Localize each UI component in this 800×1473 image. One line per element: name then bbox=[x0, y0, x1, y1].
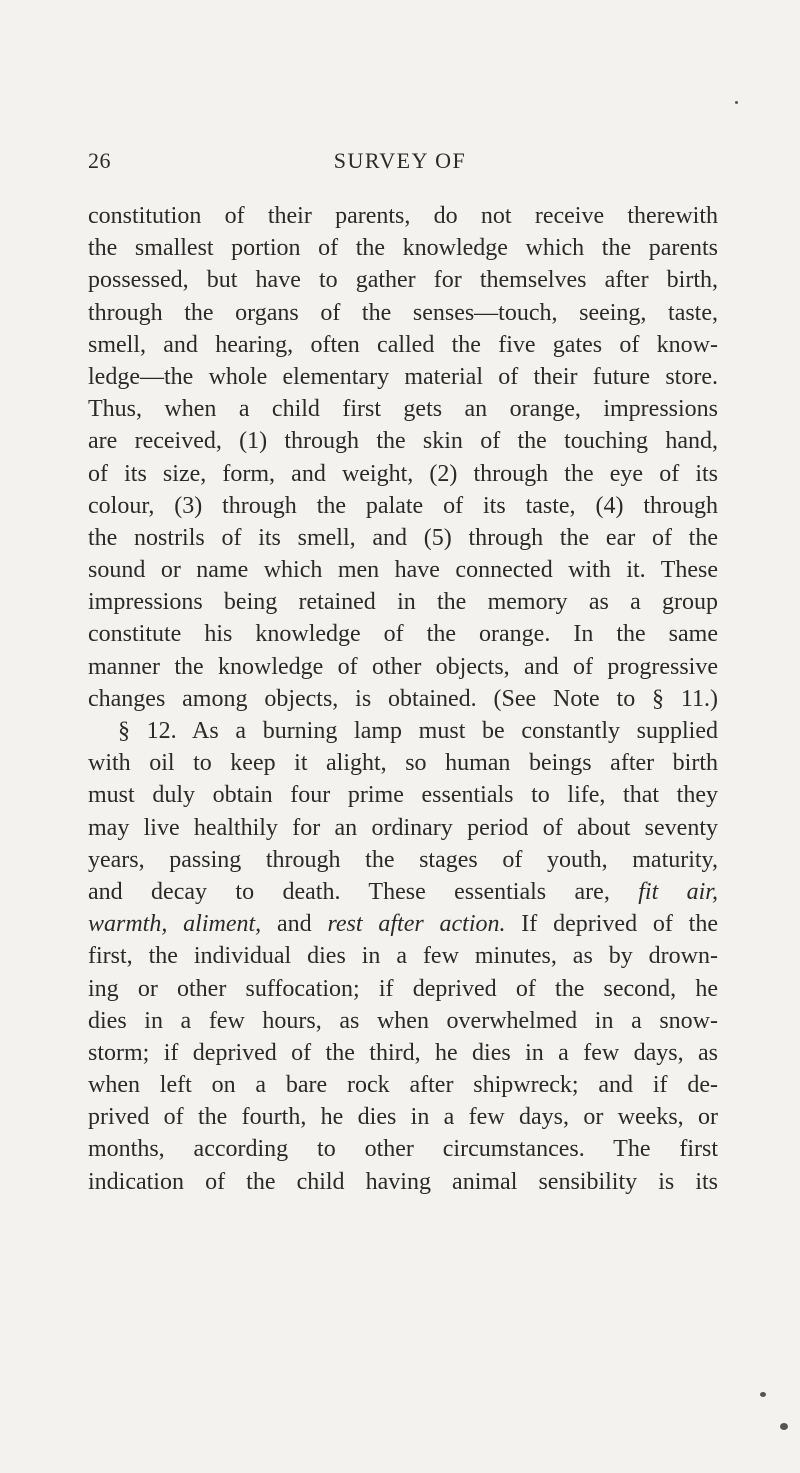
text-line: ing or other suffocation; if deprived of the second, he bbox=[88, 975, 718, 1002]
text-line: of its size, form, and weight, (2) through the eye of its bbox=[88, 460, 718, 487]
scan-speck bbox=[780, 1423, 788, 1430]
text-line: indication of the child having animal sensibility is its bbox=[88, 1168, 718, 1195]
text-line: are received, (1) through the skin of the touching hand, bbox=[88, 428, 718, 455]
text-line: through the organs of the senses—touch, seeing, taste, bbox=[88, 299, 718, 326]
scan-speck bbox=[760, 1392, 766, 1397]
text-line: may live healthily for an ordinary period of about seventy bbox=[88, 814, 718, 841]
text-line: smell, and hearing, often called the five gates of know- bbox=[88, 331, 718, 358]
text-segment: and decay to death. These essentials are, bbox=[88, 878, 639, 905]
text-line-with-italic: warmth, aliment, and rest after action. If deprived of the bbox=[88, 911, 719, 938]
text-line: changes among objects, is obtained. (See Note to § 11.) bbox=[88, 685, 718, 712]
text-line: manner the knowledge of other objects, and of progressive bbox=[88, 653, 718, 680]
text-line: dies in a few hours, as when overwhelmed in a snow- bbox=[88, 1007, 718, 1034]
text-line: sound or name which men have connected with it. These bbox=[88, 557, 718, 584]
scan-speck bbox=[735, 101, 738, 104]
text-line: colour, (3) through the palate of its taste, (4) through bbox=[88, 492, 718, 519]
text-line: when left on a bare rock after shipwreck; and if de- bbox=[88, 1072, 718, 1099]
body-text bbox=[88, 200, 718, 1198]
text-line: the nostrils of its smell, and (5) through the ear of the bbox=[88, 524, 718, 551]
text-line: the smallest portion of the knowledge which the parents bbox=[88, 235, 718, 262]
text-line: constitute his knowledge of the orange. In the same bbox=[88, 621, 718, 648]
text-line: possessed, but have to gather for themselves after birth, bbox=[88, 267, 718, 294]
text-line: years, passing through the stages of youth, maturity, bbox=[88, 846, 718, 873]
italic-term: warmth, aliment, bbox=[88, 911, 262, 938]
italic-term: fit air, bbox=[638, 878, 718, 905]
italic-term: rest after action. bbox=[327, 911, 506, 938]
text-line: Thus, when a child first gets an orange, impressions bbox=[88, 396, 718, 423]
text-line-with-italic bbox=[88, 876, 718, 908]
text-line: months, according to other circumstances. The first bbox=[88, 1136, 718, 1163]
text-line: storm; if deprived of the third, he dies in a few days, as bbox=[88, 1039, 718, 1066]
running-title: SURVEY OF bbox=[333, 148, 467, 173]
text-line: constitution of their parents, do not receive therewith bbox=[88, 203, 718, 229]
page-number: 26 bbox=[88, 148, 111, 173]
paragraph-start-line: § 12. As a burning lamp must be constantly supplied bbox=[118, 718, 718, 744]
text-line: impressions being retained in the memory as a group bbox=[88, 589, 718, 616]
text-line: ledge—the whole elementary material of their future store. bbox=[88, 363, 718, 390]
text-line: first, the individual dies in a few minutes, as by drown- bbox=[88, 943, 718, 970]
text-line: prived of the fourth, he dies in a few days, or weeks, or bbox=[88, 1104, 718, 1131]
text-line: must duly obtain four prime essentials to life, that they bbox=[88, 782, 718, 809]
text-line: with oil to keep it alight, so human beings after birth bbox=[88, 750, 718, 777]
